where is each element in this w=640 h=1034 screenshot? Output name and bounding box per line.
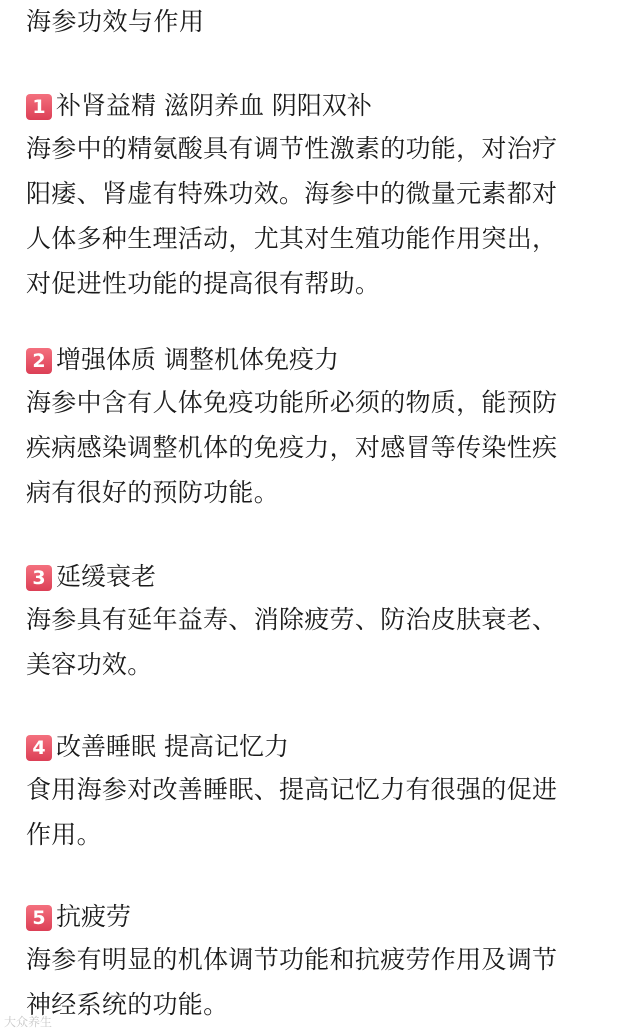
section-heading: [26, 897, 626, 937]
section-5: [26, 897, 626, 1027]
section-heading: [26, 86, 626, 126]
section-heading: [26, 727, 626, 767]
number-5-badge-icon: 5: [26, 905, 52, 931]
number-2-badge-icon: 2: [26, 348, 52, 374]
paragraph-line: 食用海参对改善睡眠、提高记忆力有很强的促进: [26, 775, 558, 804]
paragraph-line: 作用。: [26, 820, 102, 849]
section-heading: [26, 340, 626, 380]
section-heading-text: 抗疲劳: [56, 902, 132, 931]
paragraph-line: 人体多种生理活动，尤其对生殖功能作用突出，: [26, 224, 558, 253]
section-4: [26, 727, 626, 857]
number-4-badge-icon: 4: [26, 735, 52, 761]
paragraph-line: 疾病感染调整机体的免疫力，对感冒等传染性疾: [26, 433, 558, 462]
paragraph-line: 海参中的精氨酸具有调节性激素的功能，对治疗: [26, 134, 558, 163]
section-3: [26, 557, 626, 687]
paragraph-line: 阳痿、肾虚有特殊功效。海参中的微量元素都对: [26, 179, 558, 208]
section-2: [26, 340, 626, 515]
section-heading-text: 补肾益精 滋阴养血 阴阳双补: [56, 91, 372, 120]
paragraph-line: 病有很好的预防功能。: [26, 478, 280, 507]
number-1-badge-icon: 1: [26, 94, 52, 120]
section-heading-text: 增强体质 调整机体免疫力: [56, 345, 339, 374]
article-title: 海参功效与作用: [26, 7, 205, 36]
section-heading-text: 改善睡眠 提高记忆力: [56, 732, 289, 761]
section-heading-text: 延缓衰老: [56, 562, 157, 591]
paragraph-line: 海参具有延年益寿、消除疲劳、防治皮肤衰老、: [26, 605, 558, 634]
watermark: 大众养生: [4, 1015, 53, 1029]
section-1: [26, 86, 626, 306]
section-heading: [26, 557, 626, 597]
paragraph-line: 对促进性功能的提高很有帮助。: [26, 269, 381, 298]
paragraph-line: 美容功效。: [26, 650, 153, 679]
paragraph-line: 海参中含有人体免疫功能所必须的物质，能预防: [26, 388, 558, 417]
paragraph-line: 海参有明显的机体调节功能和抗疲劳作用及调节: [26, 945, 558, 974]
paragraph-line: 神经系统的功能。: [26, 990, 229, 1019]
number-3-badge-icon: 3: [26, 565, 52, 591]
